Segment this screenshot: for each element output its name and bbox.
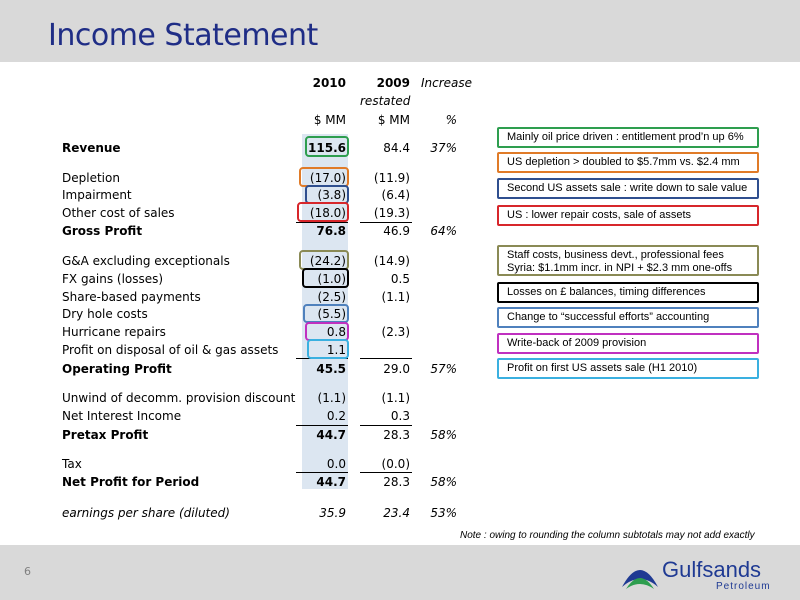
highlight-revenue (305, 136, 349, 157)
value-2010: (24.2) (309, 254, 346, 268)
note-text: Profit on first US assets sale (H1 2010) (507, 362, 698, 374)
logo-mark-icon (620, 557, 660, 591)
subtotal-line (360, 425, 412, 426)
subtotal-line (360, 472, 412, 473)
row-label: Tax (62, 457, 82, 471)
row-label: Dry hole costs (62, 307, 148, 321)
value-2010: (3.8) (317, 188, 346, 202)
value-2010: 44.7 (316, 428, 346, 442)
value-2009: (2.3) (381, 325, 410, 339)
value-increase: 64% (430, 224, 457, 238)
value-2009: (19.3) (373, 206, 410, 220)
note-text: Second US assets sale : write down to sale value (507, 182, 748, 194)
col-header-increase: Increase (420, 76, 472, 90)
note-text: Staff costs, business devt., professional fees (507, 249, 724, 261)
value-2010: 0.0 (326, 457, 346, 471)
note-dry-hole (497, 307, 759, 328)
value-2010: (17.0) (309, 171, 346, 185)
subtotal-line (360, 222, 412, 223)
rounding-footnote: Note : owing to rounding the column subtotals may not add exactly (460, 530, 755, 541)
highlight-fx (302, 268, 349, 288)
note-text: Losses on £ balances, timing differences (507, 286, 706, 298)
note-text: US : lower repair costs, sale of assets (507, 209, 692, 221)
row-label: Profit on disposal of oil & gas assets (62, 343, 279, 357)
value-2009: 0.3 (390, 409, 410, 423)
value-increase: 57% (430, 362, 457, 376)
highlight-ga (299, 250, 349, 270)
value-2010: 115.6 (308, 141, 346, 155)
value-2009: (11.9) (373, 171, 410, 185)
value-2010: 0.8 (326, 325, 346, 339)
value-2009: (14.9) (373, 254, 410, 268)
logo-name: Gulfsands (662, 557, 762, 582)
note-other-cost (497, 205, 759, 226)
value-2010: (2.5) (317, 290, 346, 304)
subtotal-line (296, 222, 348, 223)
value-2009: 46.9 (383, 224, 410, 238)
value-2009: 84.4 (383, 141, 410, 155)
row-label: Gross Profit (62, 224, 143, 238)
subtotal-line (296, 425, 348, 426)
page-number: 6 (24, 565, 31, 578)
value-2009: (6.4) (381, 188, 410, 202)
note-fx (497, 282, 759, 303)
value-2009: 29.0 (383, 362, 410, 376)
value-increase: 58% (430, 428, 457, 442)
note-text: US depletion > doubled to $5.7mm vs. $2.4 mm (507, 156, 740, 168)
value-2009: 0.5 (390, 272, 410, 286)
note-ga (497, 245, 759, 276)
subtotal-line (360, 358, 412, 359)
col-unit-pct: % (445, 113, 457, 127)
value-2010: 44.7 (316, 475, 346, 489)
row-label: Hurricane repairs (62, 325, 166, 339)
value-2010: (1.0) (317, 272, 346, 286)
note-revenue (497, 127, 759, 148)
row-label: Impairment (62, 188, 132, 202)
note-text-line2: Syria: $1.1mm incr. in NPI + $2.3 mm one-offs (507, 262, 733, 274)
row-label: Depletion (62, 171, 120, 185)
row-label: Other cost of sales (62, 206, 175, 220)
value-2010: (5.5) (317, 307, 346, 321)
value-2009: 28.3 (383, 428, 410, 442)
value-2009: (1.1) (381, 290, 410, 304)
value-2009: (0.0) (381, 457, 410, 471)
row-label: earnings per share (diluted) (62, 506, 230, 520)
col-unit-2009: $ MM (377, 113, 410, 127)
value-2010: (1.1) (317, 391, 346, 405)
row-label: FX gains (losses) (62, 272, 164, 286)
highlight-dry-hole (303, 304, 349, 323)
highlight-depletion (299, 167, 349, 187)
row-label: Revenue (62, 141, 121, 155)
row-label: Unwind of decomm. provision discount (62, 391, 296, 405)
note-disposal (497, 358, 759, 379)
value-2010: 1.1 (326, 343, 346, 357)
note-text: Mainly oil price driven : entitlement prod’n up 6% (507, 131, 744, 143)
row-label: Operating Profit (62, 362, 172, 376)
note-depletion (497, 152, 759, 173)
subtotal-line (296, 472, 348, 473)
highlight-other-cost (297, 202, 349, 222)
note-text: Change to “successful efforts” accounting (507, 311, 710, 323)
logo-subtitle: Petroleum (716, 581, 771, 592)
value-2010: 35.9 (319, 506, 346, 520)
note-hurricane (497, 333, 759, 354)
value-2010: 0.2 (326, 409, 346, 423)
col-unit-2010: $ MM (313, 113, 346, 127)
row-label: G&A excluding exceptionals (62, 254, 230, 268)
value-2010: 76.8 (316, 224, 346, 238)
col-header-restated: restated (360, 94, 411, 108)
value-2010: 45.5 (316, 362, 346, 376)
page-title: Income Statement (48, 18, 318, 53)
company-logo (620, 557, 780, 593)
value-increase: 58% (430, 475, 457, 489)
note-impairment (497, 178, 759, 199)
highlight-disposal (307, 339, 349, 359)
row-label: Net Interest Income (62, 409, 182, 423)
row-label: Pretax Profit (62, 428, 149, 442)
col-header-2010: 2010 (312, 76, 346, 90)
value-2009: 28.3 (383, 475, 410, 489)
col-header-2009: 2009 (376, 76, 410, 90)
row-label: Share-based payments (62, 290, 201, 304)
value-2009: (1.1) (381, 391, 410, 405)
value-2010: (18.0) (309, 206, 346, 220)
value-increase: 37% (430, 141, 457, 155)
value-increase: 53% (430, 506, 457, 520)
row-label: Net Profit for Period (62, 475, 200, 489)
note-text: Write-back of 2009 provision (507, 337, 647, 349)
value-2009: 23.4 (383, 506, 410, 520)
